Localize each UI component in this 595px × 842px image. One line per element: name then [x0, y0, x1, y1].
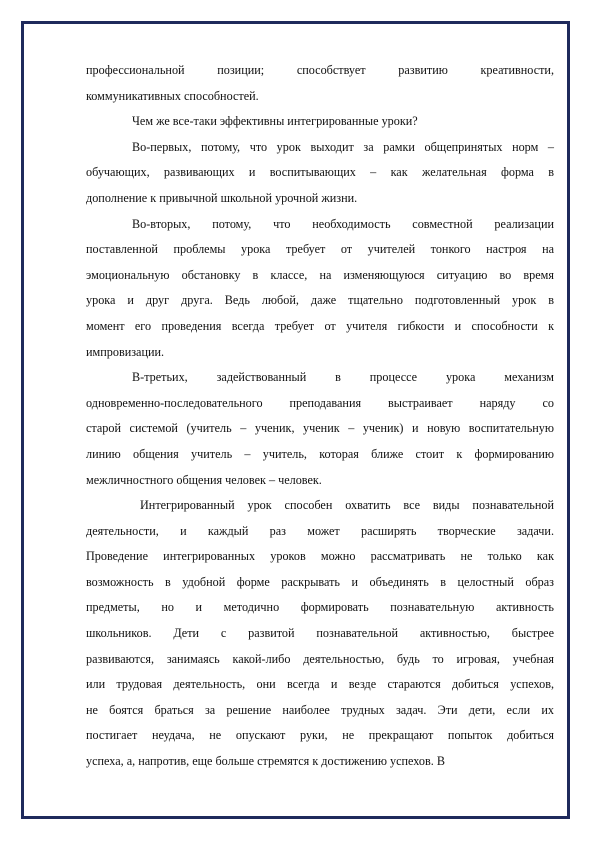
text-line: импровизации.	[86, 344, 165, 359]
text-line: обучающих, развивающих и воспитывающих – как желательная форма в	[86, 165, 554, 180]
text-line: Во-вторых, потому, что необходимость совместной реализации	[132, 216, 554, 231]
paragraph	[86, 365, 554, 493]
text-line: В-третьих, задействованный в процессе урока механизм	[132, 370, 554, 385]
paragraph	[86, 135, 554, 212]
text-line: эмоциональную обстановку в классе, на изменяющуюся ситуацию во время	[86, 267, 554, 282]
text-line: профессиональной позиции; способствует развитию креативности,	[86, 63, 554, 77]
paragraph	[86, 212, 554, 366]
text-line: Проведение интегрированных уроков можно рассматривать не только как	[86, 549, 554, 564]
text-line: школьников. Дети с развитой познавательной активностью, быстрее	[86, 626, 554, 641]
text-line: Чем же все-таки эффективны интегрированные уроки?	[132, 114, 418, 129]
text-line: межличностного общения человек – человек.	[86, 472, 322, 487]
text-line: урока и друг друга. Ведь любой, даже тщательно подготовленный урок в	[86, 293, 554, 308]
text-line: момент его проведения всегда требует от учителя гибкости и способности к	[86, 318, 554, 333]
text-line: старой системой (учитель – ученик, ученик – ученик) и новую воспитательную	[86, 421, 554, 436]
text-line: или трудовая деятельность, они всегда и везде стараются добиться успехов,	[86, 677, 554, 692]
text-line: коммуникативных способностей.	[86, 88, 259, 103]
text-line: не боятся браться за решение наиболее трудных задач. Эти дети, если их	[86, 702, 554, 717]
text-line: развиваются, занимаясь какой-либо деятельностью, будь то игровая, учебная	[86, 651, 554, 666]
text-line: постигает неудача, не опускают руки, не прекращают попыток добиться	[86, 728, 554, 743]
text-line: линию общения учитель – учитель, которая ближе стоит к формированию	[86, 446, 554, 461]
text-line: дополнение к привычной школьной урочной жизни.	[86, 190, 358, 205]
text-line: одновременно-последовательного преподавания выстраивает наряду со	[86, 395, 554, 410]
paragraph	[86, 109, 554, 135]
text-line: возможность в удобной форме раскрывать и объединять в целостный образ	[86, 574, 554, 589]
text-line: поставленной проблемы урока требует от учителей тонкого настроя на	[86, 242, 554, 257]
text-line: Интегрированный урок способен охватить все виды познавательной	[140, 498, 554, 513]
paragraph	[86, 58, 554, 109]
paragraph	[86, 493, 554, 775]
text-line: Во-первых, потому, что урок выходит за рамки общепринятых норм –	[132, 139, 554, 154]
document-body	[86, 58, 554, 775]
text-line: предметы, но и методично формировать познавательную активность	[86, 600, 554, 615]
text-line: успеха, а, напротив, еще больше стремятся к достижению успехов. В	[86, 754, 446, 769]
text-line: деятельности, и каждый раз может расширять творческие задачи.	[86, 523, 554, 538]
